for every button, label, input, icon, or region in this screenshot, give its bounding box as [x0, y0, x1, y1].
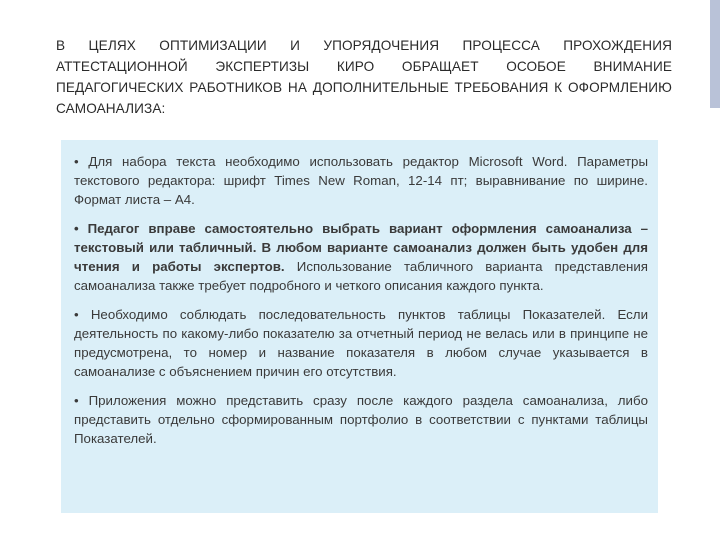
requirement-bold-text: • Педагог вправе самостоятельно выбрать вариант оформления самоанализа – текстовый или табличный. В любом варианте самоанализ должен быть удобен для чтения и работы экспертов. [74, 221, 648, 274]
requirement-item-word-format: • Для набора текста необходимо использовать редактор Microsoft Word. Параметры текстового редактора: шрифт Times New Roman, 12-14 пт; выравнивание по ширине. Формат листа – А4. [74, 154, 648, 207]
requirement-normal-text: Использование табличного варианта представления самоанализа также требует подробного и четкого описания каждого пункта. [74, 259, 648, 293]
requirement-item-appendices: • Приложения можно представить сразу после каждого раздела самоанализа, либо представить отдельно сформированным портфолио в соответствии с пунктами таблицы Показателей. [74, 393, 648, 446]
slide-title: В ЦЕЛЯХ ОПТИМИЗАЦИИ И УПОРЯДОЧЕНИЯ ПРОЦЕССА ПРОХОЖДЕНИЯ АТТЕСТАЦИОННОЙ ЭКСПЕРТИЗЫ КИРО ОБРАЩАЕТ ОСОБОЕ ВНИМАНИЕ ПЕДАГОГИЧЕСКИХ РАБОТНИКОВ НА ДОПОЛНИТЕЛЬНЫЕ ТРЕБОВАНИЯ К ОФОРМЛЕНИЮ САМОАНАЛИЗА: [56, 38, 672, 116]
requirement-item-format-choice [74, 219, 648, 295]
requirement-item-sequence: • Необходимо соблюдать последовательность пунктов таблицы Показателей. Если деятельность по какому-либо показателю за отчетный период не велась или в принципе не предусмотрена, то номер и название показателя в любом случае указывается в самоанализе с объяснением причин его отсутствия. [74, 307, 648, 379]
accent-bar [710, 0, 720, 108]
requirements-box [61, 140, 658, 513]
